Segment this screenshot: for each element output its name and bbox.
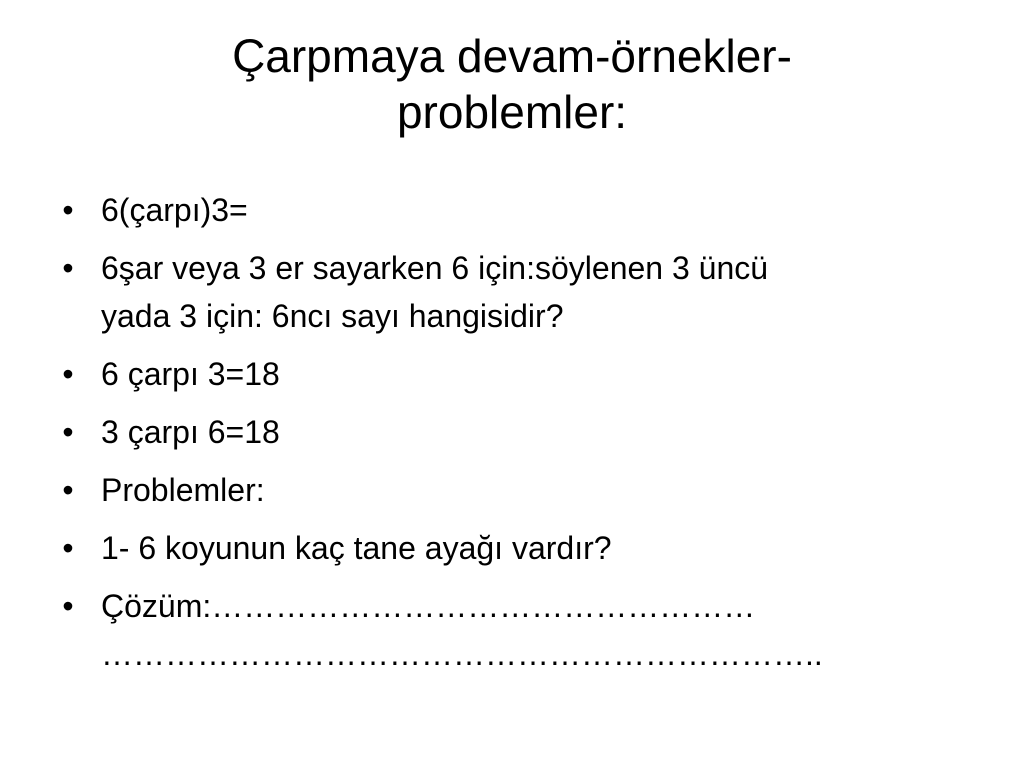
bullet-marker: • xyxy=(62,192,74,228)
bullet-text: 6 çarpı 3=18 xyxy=(101,356,280,392)
bullet-list xyxy=(58,186,978,688)
bullet-item-7 xyxy=(58,582,978,678)
bullet-item-5 xyxy=(58,466,978,514)
bullet-item-3 xyxy=(58,350,978,398)
bullet-text: 6(çarpı)3= xyxy=(101,192,248,228)
slide-title xyxy=(60,28,964,140)
bullet-marker: • xyxy=(62,356,74,392)
title-line-2: problemler: xyxy=(396,86,628,138)
bullet-item-6 xyxy=(58,524,978,572)
bullet-text: 1- 6 koyunun kaç tane ayağı vardır? xyxy=(101,530,612,566)
bullet-marker: • xyxy=(62,414,74,450)
bullet-marker: • xyxy=(62,588,74,624)
bullet-text: Problemler: xyxy=(101,472,265,508)
bullet-text: 6şar veya 3 er sayarken 6 için:söylenen 3 üncü xyxy=(101,250,769,286)
bullet-text: Çözüm:…………………………………………… xyxy=(101,588,756,624)
bullet-marker: • xyxy=(62,530,74,566)
bullet-text-continuation: ………………………………………………………….. xyxy=(101,636,823,672)
title-line-1: Çarpmaya devam-örnekler- xyxy=(232,30,792,82)
bullet-item-2 xyxy=(58,244,978,340)
bullet-item-4 xyxy=(58,408,978,456)
bullet-item-1 xyxy=(58,186,978,234)
bullet-marker: • xyxy=(62,472,74,508)
bullet-text-continuation: yada 3 için: 6ncı sayı hangisidir? xyxy=(101,298,564,334)
bullet-text: 3 çarpı 6=18 xyxy=(101,414,280,450)
bullet-marker: • xyxy=(62,250,74,286)
